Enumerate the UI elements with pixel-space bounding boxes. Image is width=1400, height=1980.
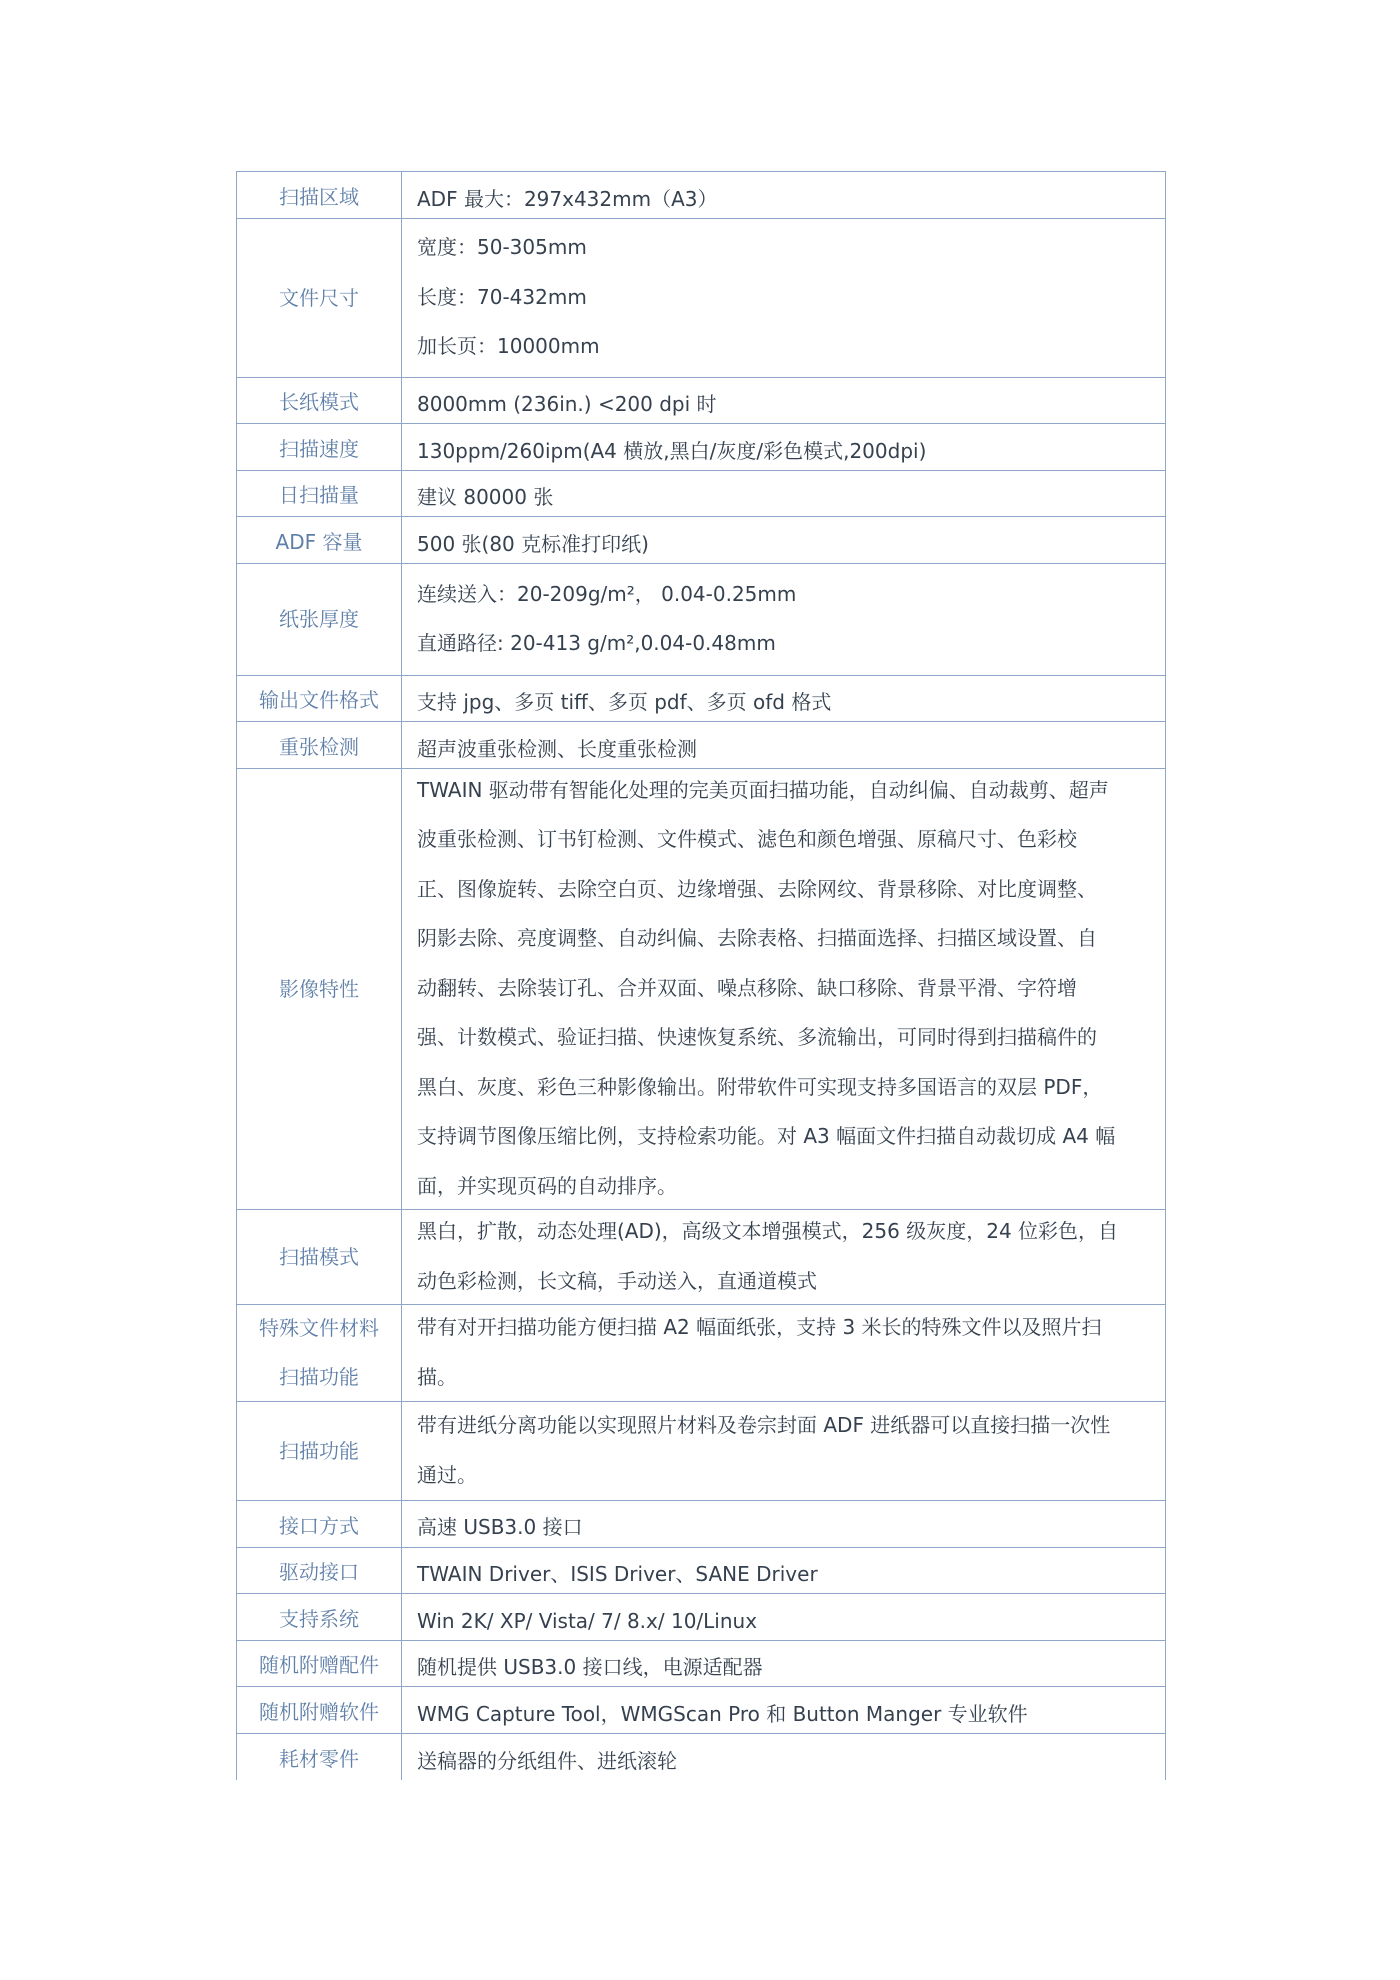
spec-label-text: 扫描区域 — [279, 184, 359, 209]
spec-value-text: TWAIN 驱动带有智能化处理的完美页面扫描功能，自动纠偏、自动裁剪、超声 — [417, 777, 1109, 802]
spec-label — [237, 378, 402, 424]
spec-value-text: 带有对开扫描功能方便扫描 A2 幅面纸张，支持 3 米长的特殊文件以及照片扫 — [417, 1315, 1102, 1339]
spec-label — [237, 769, 402, 1209]
spec-value — [402, 1501, 1165, 1547]
spec-label — [237, 1305, 402, 1401]
spec-label — [237, 1402, 402, 1500]
spec-value-text: 带有进纸分离功能以实现照片材料及卷宗封面 ADF 进纸器可以直接扫描一次性 — [417, 1413, 1111, 1437]
spec-value-text: 阴影去除、亮度调整、自动纠偏、去除表格、扫描面选择、扫描区域设置、自 — [417, 926, 1097, 951]
spec-value-text: 黑白、灰度、彩色三种影像输出。附带软件可实现支持多国语言的双层 PDF， — [417, 1074, 1103, 1099]
spec-table — [236, 171, 1166, 1780]
spec-value-text: 随机提供 USB3.0 接口线，电源适配器 — [417, 1655, 763, 1679]
spec-label — [237, 564, 402, 675]
spec-value — [402, 1305, 1165, 1401]
spec-value-text: WMG Capture Tool，WMGScan Pro 和 Button Manger 专业软件 — [417, 1701, 1028, 1726]
spec-value-text: 动翻转、去除装订孔、合并双面、噪点移除、缺口移除、背景平滑、字符增 — [417, 975, 1077, 1000]
spec-label-text: 随机附赠配件 — [259, 1653, 379, 1678]
spec-row-document-size — [236, 219, 1166, 378]
spec-label — [237, 471, 402, 517]
spec-label — [237, 219, 402, 377]
spec-label — [237, 1548, 402, 1594]
spec-label-text: 影像特性 — [279, 976, 359, 1001]
spec-row-scan-speed — [236, 424, 1166, 471]
spec-row-output-format — [236, 676, 1166, 723]
spec-label-text: 支持系统 — [279, 1606, 359, 1631]
spec-value — [402, 1594, 1165, 1640]
spec-value-text: 建议 80000 张 — [417, 485, 554, 509]
spec-value-text: 动色彩检测，长文稿，手动送入，直通道模式 — [417, 1268, 817, 1293]
spec-value — [402, 424, 1165, 470]
spec-row-double-feed-detection — [236, 722, 1166, 769]
spec-label-text: 耗材零件 — [279, 1746, 359, 1771]
spec-value — [402, 1548, 1165, 1594]
spec-label — [237, 1734, 402, 1781]
spec-value-text: 正、图像旋转、去除空白页、边缘增强、去除网纹、背景移除、对比度调整、 — [417, 876, 1097, 901]
spec-label — [237, 1641, 402, 1687]
spec-row-supported-os — [236, 1594, 1166, 1641]
spec-value-text: 强、计数模式、验证扫描、快速恢复系统、多流输出，可同时得到扫描稿件的 — [417, 1025, 1097, 1050]
spec-row-special-material-scan — [236, 1305, 1166, 1402]
spec-label-text: 扫描功能 — [279, 1438, 359, 1463]
spec-row-interface — [236, 1501, 1166, 1548]
spec-label-text: 扫描速度 — [279, 436, 359, 461]
spec-label — [237, 1594, 402, 1640]
spec-label — [237, 517, 402, 563]
spec-label-text: 特殊文件材料 — [259, 1315, 379, 1340]
spec-value — [402, 722, 1165, 768]
spec-row-scan-function — [236, 1402, 1166, 1501]
spec-label-text: 日扫描量 — [279, 483, 359, 508]
spec-value-text: ADF 最大：297x432mm（A3） — [417, 186, 718, 211]
spec-label-text: ADF 容量 — [275, 529, 363, 554]
spec-value-text: 宽度：50-305mm — [417, 235, 587, 260]
spec-value-text: 加长页：10000mm — [417, 334, 600, 359]
spec-label-text: 重张检测 — [279, 734, 359, 759]
spec-value-text: 支持调节图像压缩比例，支持检索功能。对 A3 幅面文件扫描自动裁切成 A4 幅 — [417, 1124, 1116, 1149]
spec-label-text: 随机附赠软件 — [259, 1699, 379, 1724]
spec-value — [402, 1734, 1165, 1781]
spec-value — [402, 769, 1165, 1209]
spec-row-adf-capacity — [236, 517, 1166, 564]
spec-row-bundled-software — [236, 1687, 1166, 1734]
spec-value-text: 连续送入：20-209g/m²， 0.04-0.25mm — [417, 581, 797, 606]
spec-value — [402, 219, 1165, 377]
spec-label-text: 接口方式 — [279, 1513, 359, 1538]
spec-value-text: 超声波重张检测、长度重张检测 — [417, 736, 697, 761]
spec-label-text: 输出文件格式 — [259, 688, 379, 713]
spec-value-text: 通过。 — [417, 1462, 477, 1487]
spec-label-text: 文件尺寸 — [279, 285, 359, 310]
spec-value — [402, 172, 1165, 218]
spec-value-text: 直通路径: 20-413 g/m²,0.04-0.48mm — [417, 631, 776, 655]
spec-value-text: 130ppm/260ipm(A4 横放,黑白/灰度/彩色模式,200dpi) — [417, 438, 927, 463]
spec-value — [402, 676, 1165, 722]
spec-value — [402, 471, 1165, 517]
spec-row-consumables — [236, 1734, 1166, 1781]
spec-value-text: 描。 — [417, 1364, 457, 1389]
spec-value — [402, 517, 1165, 563]
spec-value-text: 波重张检测、订书钉检测、文件模式、滤色和颜色增强、原稿尺寸、色彩校 — [417, 827, 1077, 852]
spec-row-daily-volume — [236, 471, 1166, 518]
spec-label-text: 纸张厚度 — [279, 607, 359, 631]
spec-row-driver — [236, 1548, 1166, 1595]
spec-label — [237, 1210, 402, 1304]
spec-label-text: 驱动接口 — [279, 1560, 359, 1585]
spec-label — [237, 1687, 402, 1733]
spec-value — [402, 1210, 1165, 1304]
spec-row-long-paper-mode — [236, 378, 1166, 425]
spec-value-text: TWAIN Driver、ISIS Driver、SANE Driver — [417, 1562, 818, 1586]
spec-value — [402, 564, 1165, 675]
spec-label — [237, 172, 402, 218]
spec-label — [237, 1501, 402, 1547]
spec-row-image-features — [236, 769, 1166, 1210]
spec-value-text: 高速 USB3.0 接口 — [417, 1515, 583, 1540]
spec-value-text: 500 张(80 克标准打印纸) — [417, 531, 649, 556]
spec-row-bundled-accessories — [236, 1641, 1166, 1688]
spec-value-text: 长度：70-432mm — [417, 284, 587, 309]
spec-value — [402, 378, 1165, 424]
spec-label — [237, 676, 402, 722]
spec-value-text: 面，并实现页码的自动排序。 — [417, 1173, 677, 1198]
spec-value-text: 8000mm (236in.) <200 dpi 时 — [417, 392, 717, 416]
spec-label-text: 扫描模式 — [279, 1244, 359, 1269]
spec-value-text: 送稿器的分纸组件、进纸滚轮 — [417, 1748, 677, 1773]
spec-value-text: 黑白，扩散，动态处理(AD)，高级文本增强模式，256 级灰度，24 位彩色，自 — [417, 1219, 1119, 1243]
spec-value-text: Win 2K/ XP/ Vista/ 7/ 8.x/ 10/Linux — [417, 1608, 758, 1633]
spec-row-scan-area — [236, 172, 1166, 219]
spec-label — [237, 722, 402, 768]
spec-label — [237, 424, 402, 470]
spec-value — [402, 1402, 1165, 1500]
spec-label-text: 长纸模式 — [279, 390, 359, 415]
spec-value — [402, 1641, 1165, 1687]
spec-value-text: 支持 jpg、多页 tiff、多页 pdf、多页 ofd 格式 — [417, 690, 832, 714]
spec-label-text: 扫描功能 — [279, 1364, 359, 1389]
spec-row-paper-thickness — [236, 564, 1166, 676]
spec-row-scan-modes — [236, 1210, 1166, 1305]
spec-value — [402, 1687, 1165, 1733]
